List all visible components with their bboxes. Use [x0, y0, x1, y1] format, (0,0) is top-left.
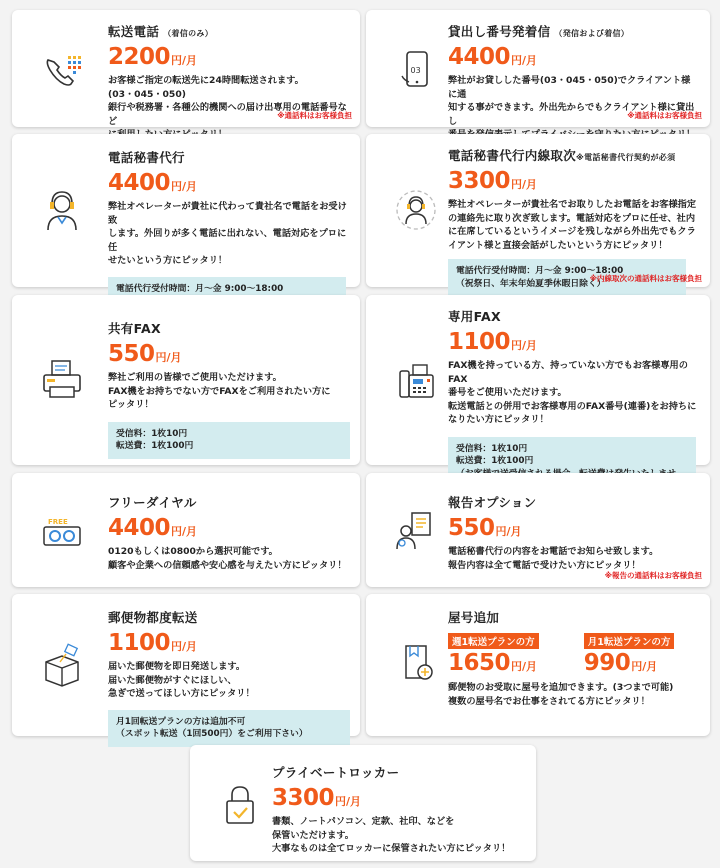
- desc-line: 大事なものは全てロッカーに保管されたい方にピッタリ！: [272, 843, 511, 854]
- card-description: [448, 545, 698, 572]
- desc-line: 弊社がお貸しした番号(03・045・050)でクライアント様に通: [448, 75, 691, 100]
- price-unit: 円/月: [155, 351, 182, 364]
- card-note: ※通話料はお客様負担: [277, 111, 352, 120]
- desc-line: に在席しているというイメージを残しながら外出先でもクラ: [448, 226, 696, 237]
- desc-line: FAX機をお持ちでない方でFAXをご利用されたい方に: [108, 385, 331, 397]
- desc-line: 転送電話との併用でお客様専用のFAX番号(連番)をお持ちに: [448, 400, 697, 412]
- card-denwa-hisho: [12, 134, 360, 294]
- price-value: 550: [108, 341, 155, 367]
- desc-line: FAX機を持っている方、持っていない方でもお客様専用のFAX: [448, 360, 688, 385]
- lock-check-icon: [216, 781, 264, 829]
- fax-printer-icon: [38, 355, 86, 403]
- card-description: [272, 815, 524, 856]
- info-line: 電話代行受付時間：月～金 9:00～18:00: [456, 266, 624, 276]
- price-unit: 円/月: [335, 795, 362, 808]
- desc-line: 届いた郵便物を即日発送します。: [108, 661, 246, 672]
- card-kyouyuu-fax: [12, 295, 360, 465]
- card-private-locker: [190, 745, 536, 861]
- desc-line: 届いた郵便物がすぐにほしい、: [108, 674, 237, 686]
- desc-line: 番号をご使用いただけます。: [448, 387, 567, 398]
- price-unit: 円/月: [171, 640, 198, 653]
- desc-line: (03・045・050): [108, 88, 186, 100]
- card-yagou-tsuika: [366, 594, 710, 736]
- desc-line: 弊社オペレーターが貴社に代わって貴社名で電話をお受け致: [108, 201, 347, 226]
- card-description: [108, 200, 348, 268]
- card-title: 電話秘書代行: [108, 150, 185, 165]
- parcel-box-icon: [38, 642, 86, 690]
- price-value: 1100: [108, 630, 171, 656]
- price-value: 4400: [448, 44, 511, 70]
- card-description: [108, 74, 348, 142]
- price-value: 990: [583, 650, 631, 676]
- price-value: 4400: [108, 515, 171, 541]
- card-houkoku-option: [366, 473, 710, 587]
- price-unit: 円/月: [511, 660, 538, 673]
- svg-text:03: 03: [410, 66, 421, 75]
- desc-line: せたいという方にピッタリ！: [108, 255, 228, 266]
- desc-line: 急ぎで送ってほしい方にピッタリ！: [108, 688, 255, 699]
- card-note: ※報告の通話料はお客様負担: [604, 571, 702, 580]
- card-naisen-torituki: [366, 134, 710, 287]
- desc-line: 弊社ご利用の皆様でご使用いただけます。: [108, 372, 282, 383]
- price-value: 3300: [272, 785, 335, 811]
- price-unit: 円/月: [511, 178, 538, 191]
- price-unit: 円/月: [495, 525, 522, 538]
- desc-line: の連絡先に取り次ぎ致します。電話対応をプロに任せ、社内: [448, 212, 696, 224]
- price-unit: 円/月: [511, 54, 538, 67]
- card-description: [108, 371, 348, 412]
- card-note: ※内線取次の通話料はお客様負担: [589, 274, 702, 283]
- card-title: 屋号追加: [448, 610, 500, 625]
- fax-machine-icon: [392, 357, 440, 405]
- info-line: 転送費：1枚100円: [116, 441, 194, 451]
- free-dial-icon-text: FREE: [48, 518, 68, 526]
- price-unit: 円/月: [171, 180, 198, 193]
- card-title-sub: （着信のみ）: [163, 29, 214, 38]
- operator-headset-icon: [38, 186, 86, 234]
- price-unit: 円/月: [631, 660, 658, 673]
- card-title: 転送電話: [108, 24, 160, 39]
- info-line: 月1回転送プランの方は追加不可: [116, 716, 246, 727]
- phone-keypad-icon: [38, 46, 86, 94]
- plan-tag: 週1転送プランの方: [448, 633, 539, 649]
- card-title: 郵便物都度転送: [108, 610, 198, 625]
- desc-line: 銀行や税務署・各種公的機関への届け出専用の電話番号など: [108, 102, 347, 127]
- card-title-sub: ※電話秘書代行契約が必須: [576, 153, 676, 162]
- card-yuubin-tenso: [12, 594, 360, 739]
- card-title: 専用FAX: [448, 309, 501, 324]
- plan-weekly: [448, 630, 539, 675]
- free-dial-icon: [38, 509, 86, 557]
- plan-tag: 月1転送プランの方: [584, 633, 675, 649]
- desc-line: 顧客や企業への信頼感や安心感を与えたい方にピッタリ！: [108, 559, 347, 571]
- desc-line: お客様ご指定の転送先に24時間転送されます。: [108, 75, 304, 86]
- info-line: 電話代行受付時間：月～金 9:00～18:00: [116, 283, 284, 294]
- desc-line: 弊社オペレーターが貴社名でお取りしたお電話をお客様指定: [448, 199, 697, 210]
- info-line: （スポット転送（1回500円）をご利用下さい）: [116, 729, 308, 739]
- card-kashidashi-bangou: [366, 10, 710, 127]
- desc-line: 0120もしくは0800から選択可能です。: [108, 546, 278, 557]
- card-description: [448, 681, 698, 708]
- desc-line: イアント様と直接会話がしたいという方にピッタリ！: [448, 239, 668, 251]
- price-value: 1650: [448, 650, 511, 676]
- desc-line: 複数の屋号名でお仕事をされてる方にピッタリ！: [448, 695, 650, 707]
- card-description: [108, 660, 348, 701]
- desc-line: 報告内容は全て電話で受けたい方にピッタリ！: [448, 559, 641, 571]
- card-free-dial: [12, 473, 360, 587]
- info-line: 受信料：1枚10円: [456, 443, 528, 454]
- card-title: フリーダイヤル: [108, 495, 197, 510]
- card-description: [448, 359, 698, 427]
- desc-line: なりたい方にピッタリ！: [448, 414, 549, 425]
- price-unit: 円/月: [171, 54, 198, 67]
- card-description: [448, 198, 698, 252]
- operator-transfer-icon: [392, 186, 440, 234]
- price-unit: 円/月: [511, 339, 538, 352]
- card-description: [108, 545, 348, 572]
- info-line: 受信料：1枚10円: [116, 428, 188, 439]
- plan-monthly: [584, 630, 675, 675]
- card-title: プライベートロッカー: [272, 765, 400, 780]
- card-note: ※通話料はお客様負担: [627, 111, 702, 120]
- desc-line: 書類、ノートパソコン、定款、社印、などを: [272, 816, 455, 827]
- card-tensou-denwa: [12, 10, 360, 127]
- price-value: 550: [448, 515, 495, 541]
- price-value: 1100: [448, 329, 511, 355]
- price-value: 4400: [108, 170, 171, 196]
- price-value: 3300: [448, 168, 511, 194]
- price-unit: 円/月: [171, 525, 198, 538]
- desc-line: 知する事ができます。外出先からでもクライアント様に貸出し: [448, 102, 695, 127]
- desc-line: します。外回りが多く電話に出れない、電話対応をプロに任: [108, 228, 347, 253]
- report-person-icon: [392, 507, 440, 555]
- desc-line: ピッタリ！: [108, 399, 154, 410]
- card-title: 電話秘書代行内線取次: [448, 148, 577, 163]
- info-box: [108, 422, 350, 459]
- card-title: 報告オプション: [448, 495, 537, 510]
- desc-line: 郵便物のお受取に屋号を追加できます。(3つまで可能): [448, 682, 674, 693]
- mailbox-add-icon: [392, 638, 440, 686]
- desc-line: 電話秘書代行の内容をお電話でお知らせ致します。: [448, 546, 659, 557]
- desc-line: 保管いただけます。: [272, 829, 354, 841]
- smartphone-03-icon: [392, 46, 440, 94]
- info-line: （祝祭日、年末年始夏季休暇日除く）: [456, 278, 606, 289]
- card-senyou-fax: [366, 295, 710, 465]
- card-description: [448, 74, 698, 142]
- price-value: 2200: [108, 44, 171, 70]
- info-box: [108, 710, 350, 747]
- card-title-sub: （発信および着信）: [554, 29, 630, 38]
- info-line: 転送費：1枚100円: [456, 456, 534, 466]
- card-title: 共有FAX: [108, 321, 161, 336]
- card-title: 貸出し番号発着信: [448, 24, 551, 39]
